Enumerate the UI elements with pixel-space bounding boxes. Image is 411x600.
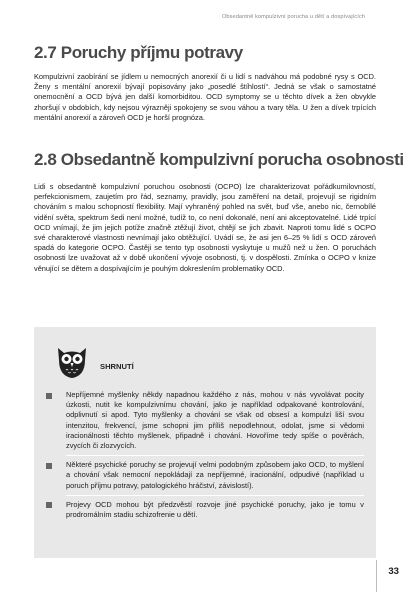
summary-bullet-text: Některé psychické poruchy se projevují velmi podobným způsobem jako OCD, to myšlení a chování však nemocní nepokládají za nepříjemné, iracionální, odpudivé (například u poruch příjmu potravy, patologického hráčství, závislostí). xyxy=(66,460,364,490)
owl-icon xyxy=(52,342,92,380)
running-header: Obsedantně kompulzivní porucha u dětí a dospívajících xyxy=(221,14,365,20)
section-title-eating-disorders: 2.7 Poruchy příjmu potravy xyxy=(34,43,243,62)
summary-bullet xyxy=(46,500,364,520)
section-title-ocpd: 2.8 Obsedantně kompulzivní porucha osobnosti xyxy=(34,150,404,169)
bullet-square-icon xyxy=(46,463,52,469)
bullet-divider xyxy=(66,455,364,456)
summary-bullet-text: Nepříjemné myšlenky někdy napadnou každého z nás, mohou v nás vyvolávat pocity úzkosti, nutit ke kompulzivnímu chování, jako je například odpakované kontrolování, odplivnutí si apod. Tyto myšlenky a chování se však od obsesí a kompulzí liší svou intenzitou, frekvencí, jsme schopni jim příliš nepodlehnout, odolat, jsme si vědomi iracionálnosti těchto myšlenek, připadně i chování. Hovoříme tedy spíše o pověrách, zvycích či zlozvycích. xyxy=(66,390,364,451)
summary-bullets xyxy=(46,390,364,520)
page-number: 33 xyxy=(388,566,399,577)
bullet-square-icon xyxy=(46,502,52,508)
summary-bullet-text: Projevy OCD mohou být předzvěstí rozvoje jiné psychické poruchy, jako je tomu v prodromálním stadiu schizofrenie u dětí. xyxy=(66,499,364,520)
section-paragraph-eating-disorders: Kompulzivní zaobírání se jídlem u nemocných anorexií či u lidí s nadváhou má podobné rysy s OCD. Ženy s mentální anorexií bývají popisovány jako „posedlé štíhlostí“. Jedná se však o samostatné onemocnění a OCD bývá jen další komorbiditou. OCD symptomy se u těchto dívek a žen obvykle zhoršují v obdobích, kdy nejsou výrazněji spokojeny se svou váhou a tvary těla. U žen a dívek trpících mentální anorexií a zároveň OCD je horší prognóza. xyxy=(34,72,376,122)
summary-bullet xyxy=(46,390,364,451)
bullet-divider xyxy=(66,495,364,496)
section-paragraph-ocpd: Lidi s obsedantně kompulzivní poruchou osobnosti (OCPO) lze charakterizovat pořádkumilovností, perfekcionismem, zaujetím pro řád, seznamy, pravidly, jsou zaměření na detail, projevují se rigidním chováním s malou schopností flexibility. Mají vyhraněný pohled na svět, buď vše, anebo nic, černobílé vidění světa, spektrum šedi není možné, tudíž to, co není dokonalé, není ani akceptovatelné. Lidé trpící OCD vnímají, že jim jejich potíže značně ztěžují život, chtějí se jich zbavit. Naproti tomu lidé s OCPO své charakterové vlastnosti nevnímají jako obtěžující. Uvádí se, že asi jen 6–25 % lidí s OCD zároveň spadá do kategorie OCPO. Častěji se tento typ osobnosti vyskytuje u mužů než u žen. O poruchách osobnosti lze uvažovat až v době ukončení vývoje osobnosti, tj. v dospělosti. Zmínka o OCPO v knize věnující se dětem a dospívajícím je pouhým dokreslením problematiky OCD. xyxy=(34,182,376,273)
summary-bullet xyxy=(46,460,364,491)
summary-box xyxy=(34,327,376,558)
bullet-square-icon xyxy=(46,393,52,399)
summary-title: SHRNUTÍ xyxy=(100,362,134,371)
